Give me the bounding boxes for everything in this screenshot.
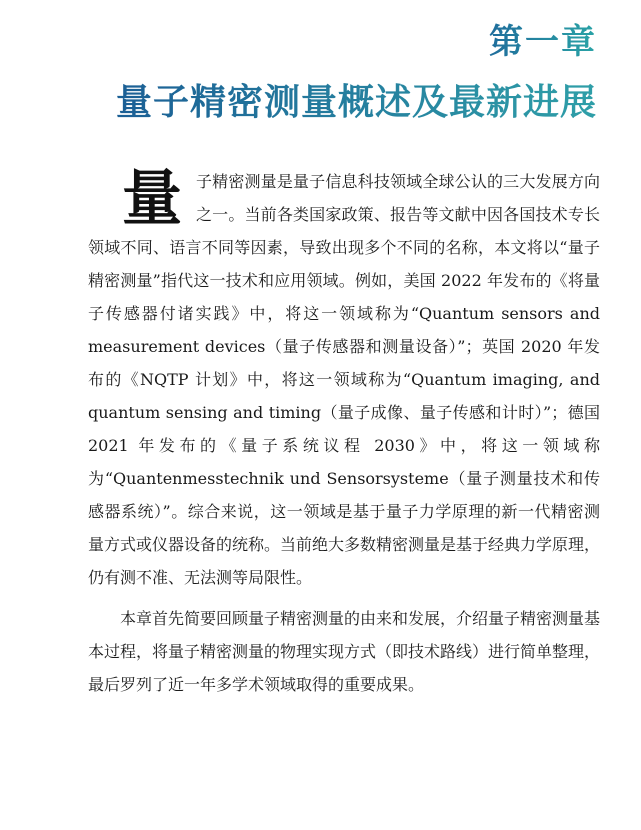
chapter-label: 第一章	[489, 22, 597, 62]
paragraph-1-text: 子精密测量是量子信息科技领域全球公认的三大发展方向之一。当前各类国家政策、报告等文献中因各国技术专长领域不同、语言不同等因素，导致出现多个不同的名称，本文将以“量子精密测量”指代这一技术和应用领域。例如，美国 2022 年发布的《将量子传感器付诸实践》中，将这一领域称为“Quantum sensors and measurement devices（量子传感器和测量设备）”；英国 2020 年发布的《NQTP 计划》中，将这一领域称为“Quantum imaging, and quantum sensing and timing（量子成像、量子传感和计时）”；德国 2021 年发布的《量子系统议程 2030》中，将这一领域称为“Quantenmesstechnik und Sensorsysteme（量子测量技术和传感器系统）”。综合来说，这一领域是基于量子力学原理的新一代精密测量方式或仪器设备的统称。当前绝大多数精密测量是基于经典力学原理，仍有测不准、无法测等局限性。	[88, 172, 601, 587]
drop-cap: 量	[122, 164, 182, 234]
chapter-title: 量子精密测量概述及最新进展	[116, 80, 597, 126]
paragraph-2: 本章首先简要回顾量子精密测量的由来和发展，介绍量子精密测量基本过程，将量子精密测量的物理实现方式（即技术路线）进行简单整理，最后罗列了近一年多学术领域取得的重要成果。	[88, 609, 601, 694]
paragraph-1	[88, 165, 600, 594]
body-text	[88, 165, 600, 701]
